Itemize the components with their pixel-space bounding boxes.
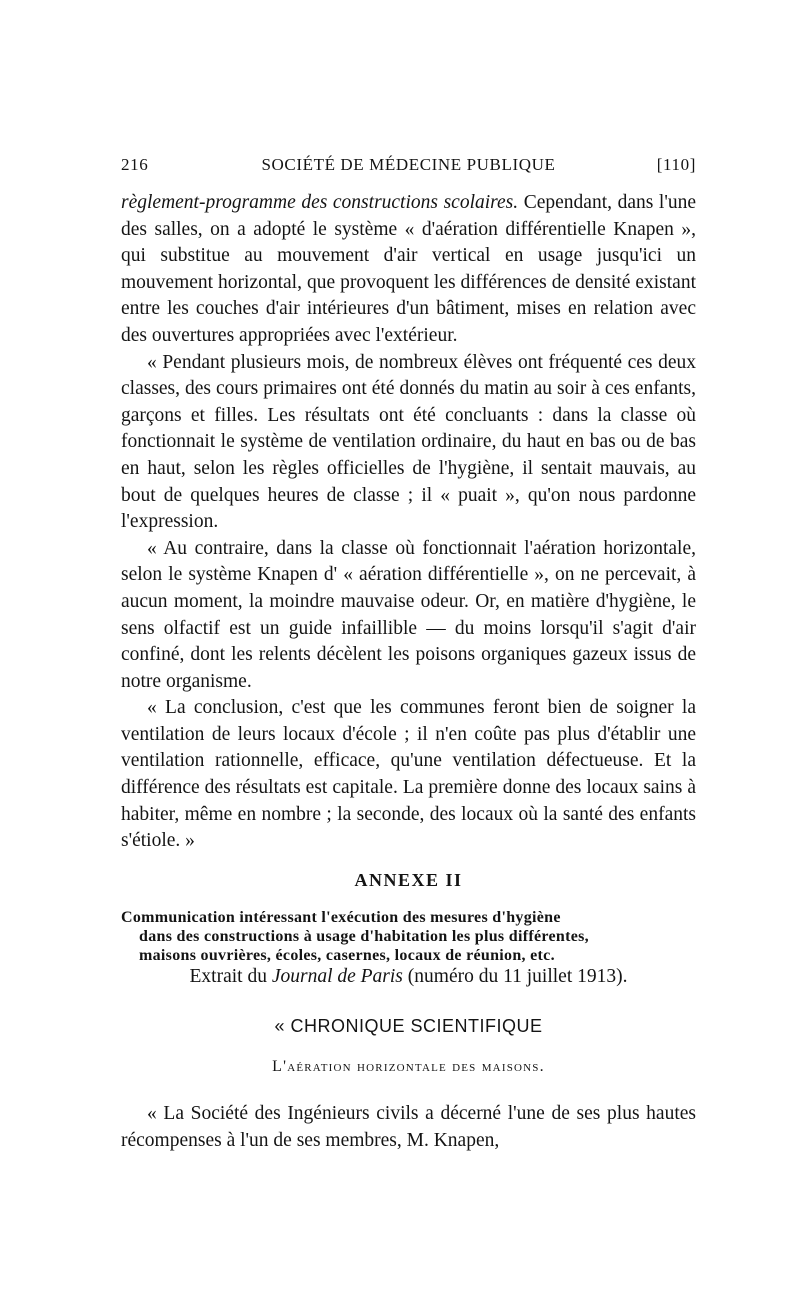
annex-heading	[121, 908, 696, 965]
annex-heading-line: maisons ouvrières, écoles, casernes, locaux de réunion, etc.	[139, 947, 555, 964]
italic-title: règlement-programme des constructions scolaires.	[121, 192, 519, 213]
article-subheading: L'aération horizontale des maisons.	[272, 1058, 545, 1075]
article-text	[121, 1101, 696, 1154]
paragraph-conclusion: « La conclusion, c'est que les communes feront bien de soigner la ventilation de leurs locaux d'école ; il n'en coûte pas plus d'établir une ventilation rationnelle, efficace, qu'une ventilation défectueuse. Et la différence des résultats est capitale. La première donne des locaux sains à habiter, même en nombre ; la seconde, des locaux où la santé des enfants s'étiole. »	[121, 697, 696, 852]
page-number: 216	[121, 155, 149, 174]
running-header	[121, 155, 696, 179]
annex-title: ANNEXE II	[354, 870, 463, 890]
paragraph-continued	[121, 190, 696, 350]
annex-heading-line: Communication intéressant l'exécution des mesures d'hygiène	[121, 909, 561, 926]
paragraph-text: Cependant, dans l'une des salles, on a adopté le système « d'aération différentielle Knapen », qui substitue au mouvement d'air vertical en usage jusqu'ici un mouvement horizontal, que provoquent les différences de densité existant entre les couches d'air intérieures d'un bâtiment, mises en relation avec des ouvertures appropriées avec l'extérieur.	[121, 192, 696, 346]
paragraph-societe: « La Société des Ingénieurs civils a décerné l'une de ses plus hautes récompenses à l'un de ses membres, M. Knapen,	[121, 1103, 696, 1151]
paragraph-pendant: « Pendant plusieurs mois, de nombreux élèves ont fréquenté ces deux classes, des cours primaires ont été donnés du matin au soir à ces enfants, garçons et filles. Les résultats ont été concluants : dans la classe où fonctionnait le système de ventilation ordinaire, du haut en bas ou de bas en haut, selon les règles officielles de l'hygiène, il sentait mauvais, au bout de quelques heures de classe ; il « puait », qu'on nous pardonne l'expression.	[121, 351, 696, 533]
running-title: SOCIÉTÉ DE MÉDECINE PUBLIQUE	[261, 155, 556, 174]
main-text	[121, 190, 696, 855]
paragraph-au-contraire: « Au contraire, dans la classe où fonctionnait l'aération horizontale, selon le système Knapen d' « aération différentielle », on ne percevait, à aucun moment, la moindre mauvaise odeur. Or, en matière d'hygiène, le sens olfactif est un guide infaillible — du moins lorsqu'il s'agit d'air confiné, dont les relents décèlent les poisons organiques gazeux issus de notre organisme.	[121, 537, 696, 692]
annex-heading-line: dans des constructions à usage d'habitation les plus différentes,	[139, 928, 589, 945]
chronique-heading: « CHRONIQUE SCIENTIFIQUE	[274, 1016, 543, 1036]
extract-date: (numéro du 11 juillet 1913).	[402, 966, 628, 987]
original-page-reference: [110]	[656, 155, 696, 174]
extract-prefix: Extrait du	[189, 966, 272, 987]
extract-source	[121, 966, 696, 988]
journal-name: Journal de Paris	[271, 966, 403, 987]
